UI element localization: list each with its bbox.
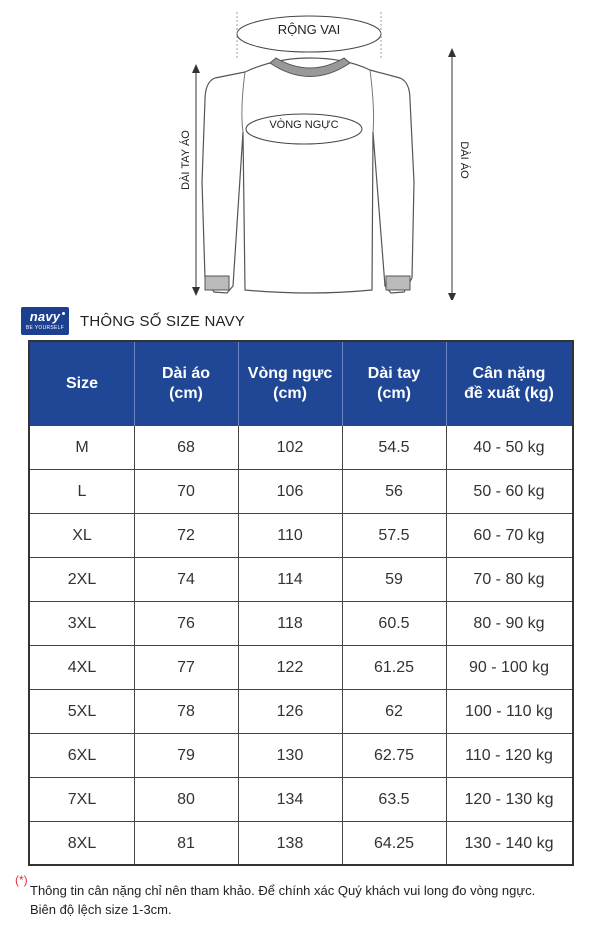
navy-logo [21,307,69,335]
table-row [30,602,572,646]
logo-tagline: BE YOURSELF [25,325,65,331]
shoulder-width-label: RỘNG VAI [277,22,341,37]
column-header-label: Size [65,375,98,392]
column-header-length [134,342,238,426]
table-cell: L [77,483,87,500]
table-cell: 57.5 [378,527,410,544]
sleeve-length-label: DÀI TAY ÁO [180,130,192,190]
table-cell: 126 [276,703,304,720]
table-cell: 7XL [67,791,97,808]
table-cell: 68 [177,439,195,456]
shirt-body-outline [202,58,414,293]
column-divider [446,426,447,864]
footnote-asterisk: (*) [15,873,28,887]
table-cell: 120 - 130 kg [464,791,554,808]
table-row [30,822,572,866]
table-cell: 122 [276,659,304,676]
header-divider [342,342,343,426]
table-cell: 56 [385,483,403,500]
chest-label: VÒNG NGỰC [269,119,339,131]
body-length-label: DÀI ÁO [458,141,470,179]
logo-dot-icon [62,312,65,315]
table-cell: 118 [277,615,303,632]
table-cell: 74 [177,571,195,588]
table-cell: 60.5 [378,615,410,632]
table-cell: M [75,439,89,456]
left-cuff [205,276,229,290]
table-cell: 138 [276,835,304,852]
table-cell: 62.75 [373,747,415,764]
table-cell: 2XL [67,571,97,588]
table-cell: 110 - 120 kg [465,747,553,764]
table-cell: 77 [177,659,195,676]
table-row [30,514,572,558]
table-cell: 106 [276,483,304,500]
table-row [30,778,572,822]
table-cell: 90 - 100 kg [468,659,550,676]
table-cell: 70 - 80 kg [473,571,545,588]
header-divider [446,342,447,426]
column-header-label: Dài áo (cm) [161,365,210,402]
table-row [30,646,572,690]
header-divider [134,342,135,426]
header-divider [238,342,239,426]
table-cell: 80 - 90 kg [473,615,545,632]
table-cell: 78 [177,703,195,720]
table-cell: 40 - 50 kg [473,439,545,456]
shirt-measurement-diagram [0,0,600,300]
table-cell: 64.25 [373,835,415,852]
table-row [30,690,572,734]
table-cell: 50 - 60 kg [473,483,545,500]
column-header-label: Cân nặng đề xuất (kg) [464,365,554,402]
column-header-chest [238,342,342,426]
table-cell: 130 [276,747,304,764]
table-cell: 70 [177,483,195,500]
table-cell: XL [72,527,92,544]
column-header-size [30,342,134,426]
size-table [28,340,574,866]
column-divider [134,426,135,864]
table-row [30,558,572,602]
table-cell: 8XL [67,835,97,852]
table-cell: 54.5 [378,439,410,456]
table-cell: 134 [276,791,304,808]
column-header-sleeve [342,342,446,426]
column-header-label: Vòng ngực (cm) [247,365,333,402]
table-cell: 80 [177,791,195,808]
column-divider [342,426,343,864]
column-header-weight [446,342,572,426]
table-cell: 81 [177,835,195,852]
table-cell: 114 [277,571,303,588]
logo-wordmark: navy [29,309,61,324]
table-cell: 110 [277,527,303,544]
table-cell: 59 [385,571,403,588]
table-cell: 72 [177,527,195,544]
column-divider [238,426,239,864]
table-cell: 61.25 [373,659,415,676]
table-cell: 6XL [67,747,97,764]
table-header [30,342,572,426]
table-row [30,426,572,470]
table-cell: 3XL [67,615,97,632]
table-row [30,734,572,778]
table-cell: 76 [177,615,195,632]
table-cell: 100 - 110 kg [465,703,553,720]
table-cell: 130 - 140 kg [464,835,554,852]
column-header-label: Dài tay (cm) [367,365,421,402]
table-cell: 102 [276,439,304,456]
table-cell: 5XL [67,703,97,720]
footnote-text: Thông tin cân nặng chỉ nên tham khảo. Để chính xác Quý khách vui long đo vòng ngực. Biên độ lệch size 1-3cm. [30,883,536,917]
table-cell: 60 - 70 kg [473,527,545,544]
table-row [30,470,572,514]
table-cell: 4XL [67,659,97,676]
table-cell: 62 [385,703,403,720]
size-table-title: THÔNG SỐ SIZE NAVY [80,313,246,330]
long-sleeve-shirt-illustration [0,0,600,300]
right-cuff [386,276,410,290]
table-cell: 79 [177,747,195,764]
table-cell: 63.5 [378,791,410,808]
